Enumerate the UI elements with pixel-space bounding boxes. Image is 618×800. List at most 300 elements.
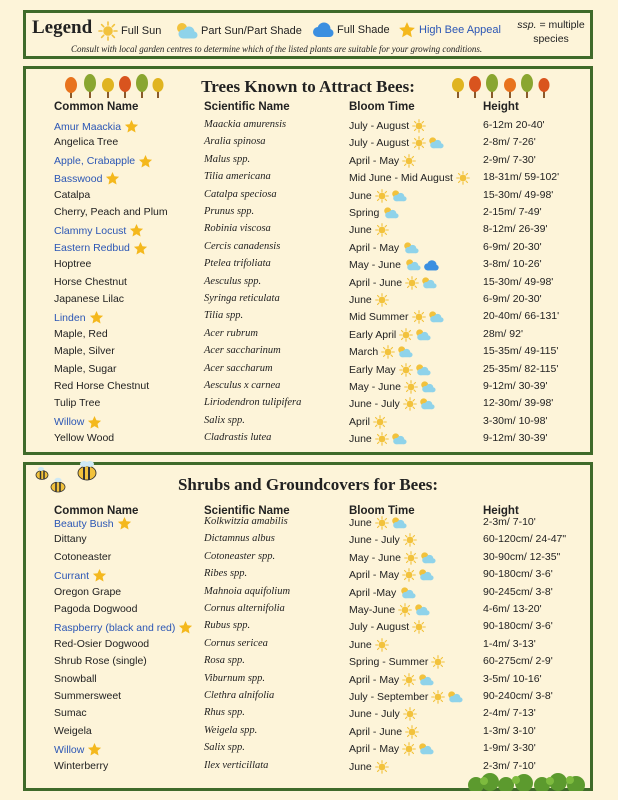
table-row xyxy=(26,171,590,188)
common-name-cell xyxy=(54,655,147,667)
common-name-cell xyxy=(54,673,97,685)
light-icons xyxy=(375,516,408,530)
common-name: Beauty Bush xyxy=(54,517,114,530)
light-icons xyxy=(403,533,418,547)
bloom-time-cell xyxy=(349,415,388,429)
common-name-cell xyxy=(54,533,87,545)
part-sun-icon xyxy=(382,206,399,220)
common-name: Maple, Sugar xyxy=(54,362,117,375)
height: 8-12m/ 26-39' xyxy=(483,223,548,236)
height: 1-9m/ 3-30' xyxy=(483,742,536,755)
common-name-cell xyxy=(54,725,92,737)
star-icon xyxy=(138,154,153,169)
sun-icon xyxy=(404,380,418,394)
sun-icon xyxy=(373,415,387,429)
common-name: Hoptree xyxy=(54,258,92,271)
scientific-name: Maackia amurensis xyxy=(204,119,287,130)
height: 60-120cm/ 24-47" xyxy=(483,533,567,546)
table-row xyxy=(26,310,590,327)
star-icon xyxy=(117,516,132,531)
height: 90-240cm/ 3-8' xyxy=(483,690,553,702)
common-name: Weigela xyxy=(54,724,92,737)
common-name: Angelica Tree xyxy=(54,136,119,149)
part-sun-icon xyxy=(390,189,407,203)
common-name-cell xyxy=(54,276,127,288)
sun-icon xyxy=(375,293,389,307)
table-row xyxy=(26,551,590,568)
bloom-time-cell xyxy=(349,310,445,324)
trees-header-scientific: Scientific Name xyxy=(204,101,290,113)
legend-full-sun-label: Full Sun xyxy=(121,25,162,37)
trees-header-common: Common Name xyxy=(54,101,139,113)
scientific-name: Ptelea trifoliata xyxy=(204,258,271,270)
common-name: Cherry, Peach and Plum xyxy=(54,206,168,218)
star-icon xyxy=(87,415,102,430)
common-name-cell xyxy=(54,586,121,598)
part-sun-icon xyxy=(446,690,463,704)
bloom-time-cell xyxy=(349,119,427,133)
bloom-time-cell xyxy=(349,345,414,359)
height: 9-12m/ 30-39' xyxy=(483,380,548,392)
bloom-time: April - May xyxy=(349,569,400,582)
scientific-name: Kolkwitzia amabilis xyxy=(204,516,288,527)
common-name-cell xyxy=(54,136,118,148)
common-name-cell xyxy=(54,241,148,256)
bloom-time-cell xyxy=(349,707,418,721)
common-name: Willow xyxy=(54,416,85,429)
light-icons xyxy=(405,725,420,739)
trees-header-bloom: Bloom Time xyxy=(349,101,415,113)
light-icons xyxy=(375,760,390,774)
star-icon xyxy=(92,568,107,583)
light-icons xyxy=(404,380,437,394)
scientific-name: Syringa reticulata xyxy=(204,293,280,304)
common-name: Amur Maackia xyxy=(54,120,122,133)
common-name-cell xyxy=(54,310,104,325)
sun-icon xyxy=(405,725,419,739)
common-name: Yellow Wood xyxy=(54,432,115,445)
common-name: Tulip Tree xyxy=(54,397,101,410)
star-icon xyxy=(178,620,193,635)
bloom-time-cell xyxy=(349,363,432,377)
sun-icon xyxy=(375,760,389,774)
sun-icon xyxy=(381,345,395,359)
common-name: Maple, Red xyxy=(54,327,108,340)
bloom-time-cell xyxy=(349,760,390,774)
common-name-cell xyxy=(54,603,137,615)
part-sun-icon xyxy=(418,397,435,411)
common-name: Winterberry xyxy=(54,759,109,772)
legend-part-sun-label: Part Sun/Part Shade xyxy=(201,25,302,37)
sun-icon xyxy=(375,189,389,203)
scientific-name: Aralia spinosa xyxy=(204,136,266,148)
part-sun-icon xyxy=(427,136,444,150)
common-name-cell xyxy=(54,707,87,719)
light-icons xyxy=(399,363,432,377)
bloom-time: Early April xyxy=(349,328,397,341)
common-name-cell xyxy=(54,690,121,702)
table-row xyxy=(26,586,590,603)
height: 2-4m/ 7-13' xyxy=(483,707,536,720)
bloom-time: April - June xyxy=(349,276,403,289)
height: 20-40m/ 66-131' xyxy=(483,310,560,323)
light-icons xyxy=(398,603,431,617)
part-sun-icon xyxy=(417,742,434,756)
bloom-time: Early May xyxy=(349,363,396,376)
table-row xyxy=(26,638,590,655)
light-icons xyxy=(373,415,388,429)
bloom-time-cell xyxy=(349,655,446,669)
common-name: Clammy Locust xyxy=(54,224,127,237)
height: 30-90cm/ 12-35" xyxy=(483,550,561,563)
star-icon xyxy=(133,241,148,256)
sun-icon xyxy=(375,516,389,530)
common-name-cell xyxy=(54,258,91,270)
sun-icon xyxy=(403,397,417,411)
bloom-time: May - June xyxy=(349,259,401,272)
height: 2-8m/ 7-26' xyxy=(483,136,536,149)
bloom-time-cell xyxy=(349,293,390,307)
trees-header-height: Height xyxy=(483,101,519,113)
light-icons xyxy=(399,586,417,600)
height: 15-30m/ 49-98' xyxy=(483,188,554,201)
height: 12-30m/ 39-98' xyxy=(483,397,554,410)
height: 2-15m/ 7-49' xyxy=(483,206,542,218)
height: 15-35m/ 49-115' xyxy=(483,345,559,358)
table-row xyxy=(26,397,590,414)
light-icons xyxy=(456,171,471,185)
part-sun-icon xyxy=(420,276,437,290)
common-name: Snowball xyxy=(54,672,97,685)
legend-panel xyxy=(23,10,593,59)
height: 6-9m/ 20-30' xyxy=(483,240,542,253)
table-row xyxy=(26,119,590,136)
bloom-time: July - August xyxy=(349,137,410,150)
table-row xyxy=(26,725,590,742)
legend-full-shade-label: Full Shade xyxy=(337,24,390,36)
bloom-time: June xyxy=(349,294,372,306)
bloom-time-cell xyxy=(349,171,471,185)
common-name-cell xyxy=(54,119,139,134)
table-row xyxy=(26,223,590,240)
height: 90-180cm/ 3-6' xyxy=(483,620,553,633)
bloom-time: April - May xyxy=(349,743,400,756)
common-name: Cotoneaster xyxy=(54,550,112,563)
cloud-icon xyxy=(422,259,439,272)
light-icons xyxy=(412,119,427,133)
common-name-cell xyxy=(54,397,100,409)
height: 28m/ 92' xyxy=(483,327,523,340)
scientific-name: Acer rubrum xyxy=(204,327,258,339)
light-icons xyxy=(405,276,438,290)
light-icons xyxy=(402,241,420,255)
height: 90-180cm/ 3-6' xyxy=(483,568,553,581)
legend-bee-appeal-label: High Bee Appeal xyxy=(419,24,501,36)
scientific-name: Weigela spp. xyxy=(204,724,258,736)
bloom-time: July - September xyxy=(349,691,429,703)
table-row xyxy=(26,258,590,275)
sun-icon xyxy=(399,363,413,377)
scientific-name: Cladrastis lutea xyxy=(204,432,272,444)
common-name-cell xyxy=(54,171,120,186)
table-row xyxy=(26,707,590,724)
light-icons xyxy=(403,707,418,721)
light-icons xyxy=(375,638,390,652)
common-name: Pagoda Dogwood xyxy=(54,603,138,615)
sun-icon xyxy=(375,638,389,652)
table-row xyxy=(26,328,590,345)
legend-part-sun xyxy=(174,21,302,41)
bloom-time-cell xyxy=(349,516,408,530)
sun-icon xyxy=(402,742,416,756)
scientific-name: Viburnum spp. xyxy=(204,672,266,684)
bloom-time: April - June xyxy=(349,725,403,738)
bloom-time: June xyxy=(349,638,372,651)
bloom-time: June xyxy=(349,224,372,237)
common-name: Horse Chestnut xyxy=(54,275,127,288)
sun-icon xyxy=(405,276,419,290)
height: 6-12m 20-40' xyxy=(483,119,545,131)
star-icon xyxy=(87,742,102,757)
bloom-time: April - May xyxy=(349,673,400,686)
table-row xyxy=(26,568,590,585)
height: 6-9m/ 20-30' xyxy=(483,293,542,305)
height: 3-5m/ 10-16' xyxy=(483,672,542,685)
part-sun-icon xyxy=(174,21,198,41)
common-name-cell xyxy=(54,568,107,583)
bushes-icon xyxy=(466,771,590,791)
scientific-name: Ilex verticillata xyxy=(204,759,269,771)
bloom-time-cell xyxy=(349,533,418,547)
part-sun-icon xyxy=(402,241,419,255)
table-row xyxy=(26,345,590,362)
common-name-cell xyxy=(54,620,193,635)
bloom-time-cell xyxy=(349,276,438,290)
table-row xyxy=(26,189,590,206)
bloom-time-cell xyxy=(349,241,420,255)
light-icons xyxy=(402,673,435,687)
bloom-time: June - July xyxy=(349,708,400,721)
scientific-name: Tilia spp. xyxy=(204,310,244,322)
common-name: Eastern Redbud xyxy=(54,242,130,255)
bloom-time-cell xyxy=(349,690,464,704)
sun-icon xyxy=(403,533,417,547)
common-name: Apple, Crabapple xyxy=(54,155,136,168)
star-icon xyxy=(129,223,144,238)
light-icons xyxy=(375,432,408,446)
sun-icon xyxy=(98,21,118,41)
common-name: Raspberry (black and red) xyxy=(54,621,176,634)
bloom-time: July - August xyxy=(349,120,410,132)
table-row xyxy=(26,241,590,258)
sun-icon xyxy=(404,551,418,565)
table-row xyxy=(26,154,590,171)
common-name-cell xyxy=(54,345,115,357)
bloom-time-cell xyxy=(349,154,417,168)
scientific-name: Salix spp. xyxy=(204,414,245,426)
common-name-cell xyxy=(54,380,149,392)
bloom-time: May - June xyxy=(349,551,401,564)
bloom-time: June xyxy=(349,189,372,202)
legend-full-sun xyxy=(98,21,161,41)
sun-icon xyxy=(431,655,445,669)
part-sun-icon xyxy=(414,328,431,342)
bloom-time-cell xyxy=(349,742,435,756)
star-icon xyxy=(105,171,120,186)
bloom-time-cell xyxy=(349,568,435,582)
table-row xyxy=(26,415,590,432)
scientific-name: Rhus spp. xyxy=(204,707,245,719)
common-name: Shrub Rose (single) xyxy=(54,655,147,668)
scientific-name: Liriodendron tulipifera xyxy=(204,397,302,409)
bloom-time: March xyxy=(349,346,379,359)
trees-panel xyxy=(23,66,593,455)
ssp-definition xyxy=(510,18,592,46)
common-name: Japanese Lilac xyxy=(54,293,125,305)
light-icons xyxy=(402,742,435,756)
height: 4-6m/ 13-20' xyxy=(483,603,542,615)
sun-icon xyxy=(398,603,412,617)
star-icon xyxy=(398,21,416,39)
light-icons xyxy=(431,690,464,704)
scientific-name: Robinia viscosa xyxy=(204,223,271,235)
common-name: Summersweet xyxy=(54,690,122,702)
common-name: Currant xyxy=(54,569,90,582)
scientific-name: Tilia americana xyxy=(204,171,271,183)
shrubs-header-height: Height xyxy=(483,505,519,517)
light-icons xyxy=(375,189,408,203)
bloom-time-cell xyxy=(349,620,427,634)
common-name-cell xyxy=(54,760,108,772)
bloom-time-cell xyxy=(349,432,408,446)
legend-bee-appeal xyxy=(398,21,501,39)
common-name-cell xyxy=(54,415,102,430)
common-name: Catalpa xyxy=(54,188,91,201)
common-name: Basswood xyxy=(54,172,103,185)
sun-icon xyxy=(399,328,413,342)
scientific-name: Ribes spp. xyxy=(204,568,248,580)
trees-title: Trees Known to Attract Bees: xyxy=(201,77,415,96)
part-sun-icon xyxy=(396,345,413,359)
table-row xyxy=(26,690,590,707)
bloom-time-cell xyxy=(349,189,408,203)
height: 2-3m/ 7-10' xyxy=(483,759,536,772)
bloom-time: June - July xyxy=(349,398,400,411)
light-icons xyxy=(412,136,445,150)
scientific-name: Rubus spp. xyxy=(204,620,251,632)
bloom-time: May - June xyxy=(349,381,401,393)
star-icon xyxy=(89,310,104,325)
bloom-time: June xyxy=(349,760,372,773)
sun-icon xyxy=(403,707,417,721)
scientific-name: Cornus alternifolia xyxy=(204,603,285,614)
sun-icon xyxy=(412,119,426,133)
shrubs-panel xyxy=(23,462,593,791)
height: 90-245cm/ 3-8' xyxy=(483,585,553,598)
bloom-time: May-June xyxy=(349,604,396,616)
scientific-name: Acer saccharinum xyxy=(204,345,281,357)
bloom-time-cell xyxy=(349,725,420,739)
scientific-name: Malus spp. xyxy=(204,153,251,165)
bloom-time-cell xyxy=(349,258,440,272)
table-row xyxy=(26,620,590,637)
light-icons xyxy=(412,620,427,634)
shrubs-header-bloom: Bloom Time xyxy=(349,505,415,517)
bloom-time-cell xyxy=(349,603,431,617)
sun-icon xyxy=(412,310,426,324)
table-row xyxy=(26,206,590,223)
shrubs-title: Shrubs and Groundcovers for Bees: xyxy=(177,475,439,494)
table-row xyxy=(26,655,590,672)
bloom-time-cell xyxy=(349,397,436,411)
cloud-icon xyxy=(310,21,334,39)
bloom-time-cell xyxy=(349,136,445,150)
shrubs-header-common: Common Name xyxy=(54,505,139,517)
common-name-cell xyxy=(54,206,168,218)
common-name: Red-Osier Dogwood xyxy=(54,637,150,650)
part-sun-icon xyxy=(390,432,407,446)
part-sun-icon xyxy=(427,310,444,324)
bloom-time-cell xyxy=(349,673,435,687)
scientific-name: Dictamnus albus xyxy=(204,533,275,545)
common-name: Willow xyxy=(54,743,85,756)
table-row xyxy=(26,276,590,293)
height: 18-31m/ 59-102' xyxy=(483,171,560,184)
light-icons xyxy=(403,397,436,411)
light-icons xyxy=(404,258,440,272)
bloom-time-cell xyxy=(349,638,390,652)
light-icons xyxy=(402,154,417,168)
light-icons xyxy=(402,568,435,582)
light-icons xyxy=(375,293,390,307)
ssp-term: ssp. xyxy=(517,19,537,31)
table-row xyxy=(26,742,590,759)
common-name: Linden xyxy=(54,311,86,324)
part-sun-icon xyxy=(390,516,407,530)
table-row xyxy=(26,136,590,153)
table-row xyxy=(26,380,590,397)
common-name-cell xyxy=(54,638,149,650)
height: 2-3m/ 7-10' xyxy=(483,516,536,528)
table-row xyxy=(26,603,590,620)
common-name-cell xyxy=(54,154,153,169)
sun-icon xyxy=(375,432,389,446)
light-icons xyxy=(431,655,446,669)
light-icons xyxy=(381,345,414,359)
bloom-time-cell xyxy=(349,586,417,600)
common-name: Maple, Silver xyxy=(54,345,115,358)
sun-icon xyxy=(402,673,416,687)
scientific-name: Cercis canadensis xyxy=(204,240,281,252)
sun-icon xyxy=(431,690,445,704)
height: 25-35m/ 82-115' xyxy=(483,362,559,375)
scientific-name: Mahnoia aquifolium xyxy=(204,585,291,597)
common-name-cell xyxy=(54,742,102,757)
table-row xyxy=(26,516,590,533)
legend-note: Consult with local garden centres to determine which of the listed plants are suitable for your growing conditions. xyxy=(71,44,483,54)
part-sun-icon xyxy=(399,586,416,600)
part-sun-icon xyxy=(419,551,436,565)
common-name-cell xyxy=(54,293,124,305)
sun-icon xyxy=(412,136,426,150)
bloom-time-cell xyxy=(349,206,400,220)
bloom-time: April - May xyxy=(349,241,400,254)
height: 3-30m/ 10-98' xyxy=(483,414,548,427)
shrubs-header-scientific: Scientific Name xyxy=(204,505,290,517)
bloom-time-cell xyxy=(349,551,437,565)
table-row xyxy=(26,363,590,380)
height: 2-9m/ 7-30' xyxy=(483,153,536,166)
